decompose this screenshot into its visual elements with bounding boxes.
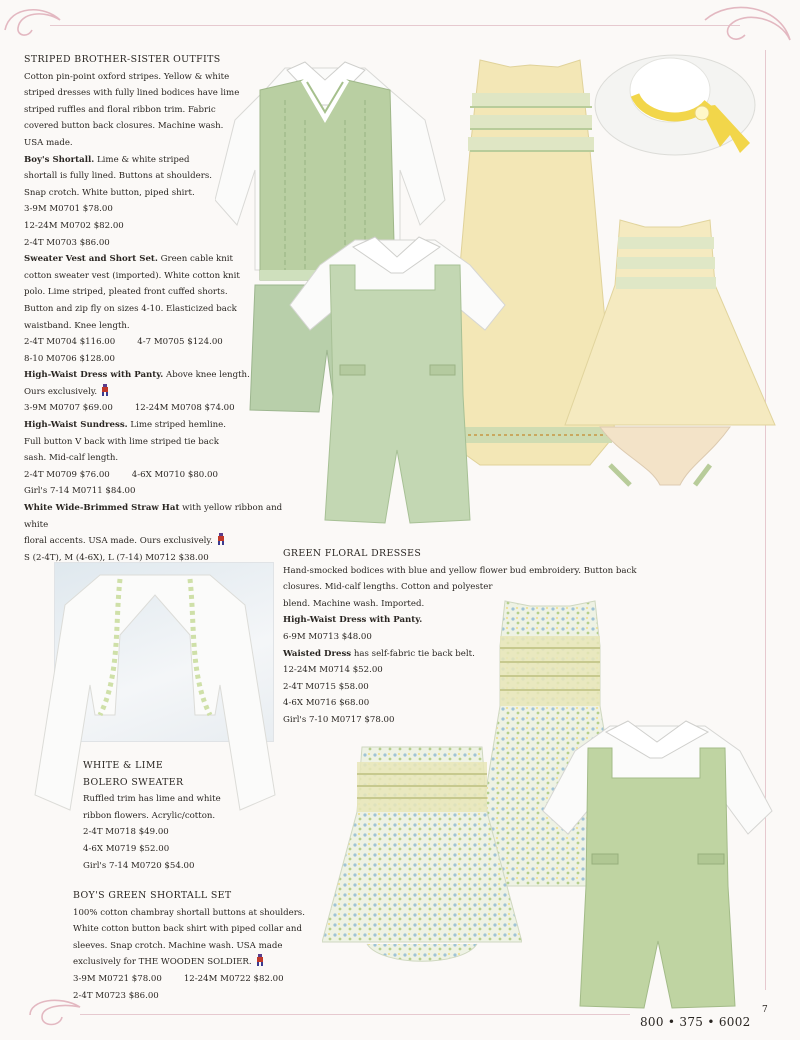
- boys-green-shortall-set-photo: [540, 716, 775, 1011]
- bolero-heading: BOLERO SWEATER: [83, 776, 184, 788]
- order-phone-number: 800 • 375 • 6002: [640, 1015, 751, 1029]
- sku-line: 6-9M M0713 $48.00: [283, 631, 372, 642]
- sundress-description-line: Full button V back with lime striped tie back: [24, 436, 219, 447]
- sku-line: 4-6X M0716 $68.00: [283, 698, 370, 709]
- boys-striped-shortall-photo: [285, 235, 510, 525]
- sku-line: 12-24M M0714 $52.00: [283, 665, 383, 676]
- bolero-sweater-copy: [83, 758, 283, 874]
- sweater-vest-description: Sweater Vest and Short Set. Green cable knit: [24, 254, 233, 265]
- sweater-vest-title: Sweater Vest and Short Set.: [24, 254, 158, 265]
- sku-line: Girl's 7-14 M0711 $84.00: [24, 486, 136, 497]
- wooden-soldier-exclusive-icon: [255, 954, 265, 966]
- sundress-description: High-Waist Sundress. Lime striped hemline.: [24, 420, 226, 431]
- high-waist-dress-title: High-Waist Dress with Panty.: [24, 370, 164, 381]
- sku-line: 2-4T M0703 $86.00: [24, 237, 110, 248]
- top-left-swirl-ornament: [0, 0, 70, 45]
- striped-intro-line: Cotton pin-point oxford stripes. Yellow & white: [24, 71, 230, 82]
- page-number: 7: [762, 1005, 768, 1015]
- striped-outfits-copy: [24, 52, 284, 566]
- boys-shortall-description-line: Snap crotch. White button, piped shirt.: [24, 187, 195, 198]
- top-frame-line: [50, 25, 740, 26]
- boys-green-description-line: 100% cotton chambray shortall buttons at shoulders.: [73, 907, 305, 918]
- sku-line: 2-4T M0718 $49.00: [83, 827, 169, 838]
- striped-intro-line: covered button back closures. Machine wash.: [24, 121, 224, 132]
- sku-line: 3-9M M0701 $78.00: [24, 204, 113, 215]
- waisted-dress-description: Waisted Dress has self-fabric tie back belt.: [283, 648, 475, 659]
- boys-green-shortall-copy: [73, 888, 343, 1004]
- boys-green-description-line: sleeves. Snap crotch. Machine wash. USA made: [73, 940, 283, 951]
- sku-line: 8-10 M0706 $128.00: [24, 353, 115, 364]
- green-floral-dresses-heading: GREEN FLORAL DRESSES: [283, 548, 422, 559]
- striped-intro-line: striped ruffles and floral ribbon trim. Fabric: [24, 104, 216, 115]
- sku-line: S (2-4T), M (4-6X), L (7-14) M0712 $38.00: [24, 552, 209, 563]
- green-floral-high-waist-dress-with-panty-photo: [322, 742, 522, 972]
- wooden-soldier-exclusive-icon: [100, 384, 110, 396]
- sku-line: 3-9M M0721 $78.00 12-24M M0722 $82.00: [73, 973, 284, 984]
- floral-intro-line: closures. Mid-calf lengths. Cotton and polyester: [283, 582, 493, 593]
- striped-intro-line: striped dresses with fully lined bodices have lime: [24, 88, 240, 99]
- sku-line: 3-9M M0707 $69.00 12-24M M0708 $74.00: [24, 403, 235, 414]
- high-waist-dress-description-line: Ours exclusively.: [24, 384, 284, 401]
- floral-high-waist-title: High-Waist Dress with Panty.: [283, 615, 423, 626]
- sweater-vest-description-line: Button and zip fly on sizes 4-10. Elasticized back: [24, 303, 237, 314]
- yellow-high-waist-dress-with-panty-photo: [560, 215, 780, 495]
- waisted-dress-title: Waisted Dress: [283, 648, 352, 659]
- sku-line: 2-4T M0709 $76.00 4-6X M0710 $80.00: [24, 469, 218, 480]
- floral-intro-line: blend. Machine wash. Imported.: [283, 598, 425, 609]
- sku-line: 2-4T M0723 $86.00: [73, 990, 159, 1001]
- sweater-vest-description-line: waistband. Knee length.: [24, 320, 130, 331]
- wooden-soldier-exclusive-icon: [216, 533, 226, 545]
- sku-line: Girl's 7-10 M0717 $78.00: [283, 714, 395, 725]
- boys-shortall-description: Boy's Shortall. Lime & white striped: [24, 154, 190, 165]
- sundress-description-line: sash. Mid-calf length.: [24, 453, 119, 464]
- sundress-title: High-Waist Sundress.: [24, 420, 128, 431]
- sku-line: 4-6X M0719 $52.00: [83, 843, 170, 854]
- sku-line: 12-24M M0702 $82.00: [24, 220, 124, 231]
- straw-hat-description: White Wide-Brimmed Straw Hat with yellow ribbon and white: [24, 503, 283, 530]
- boys-shortall-title: Boy's Shortall.: [24, 154, 95, 165]
- straw-hat-description-line: floral accents. USA made. Ours exclusively.: [24, 533, 284, 550]
- striped-outfits-heading: STRIPED BROTHER-SISTER OUTFITS: [24, 54, 221, 65]
- striped-intro-line: USA made.: [24, 137, 73, 148]
- bottom-frame-line: [80, 1014, 630, 1015]
- boys-green-description-line: White cotton button back shirt with piped collar and: [73, 924, 302, 935]
- boys-green-shortall-heading: BOY'S GREEN SHORTALL SET: [73, 890, 232, 901]
- sku-line: 2-4T M0704 $116.00 4-7 M0705 $124.00: [24, 337, 223, 348]
- sweater-vest-description-line: polo. Lime striped, pleated front cuffed shorts.: [24, 287, 228, 298]
- straw-hat-title: White Wide-Brimmed Straw Hat: [24, 503, 180, 514]
- bolero-heading: WHITE & LIME: [83, 760, 164, 771]
- floral-intro-line: Hand-smocked bodices with blue and yellow flower bud embroidery. Button back: [283, 565, 637, 576]
- high-waist-dress-description: High-Waist Dress with Panty. Above knee length.: [24, 370, 250, 381]
- sku-line: 2-4T M0715 $58.00: [283, 681, 369, 692]
- boys-shortall-description-line: shortall is fully lined. Buttons at shoulders.: [24, 171, 212, 182]
- bolero-description-line: ribbon flowers. Acrylic/cotton.: [83, 810, 216, 821]
- sku-line: Girl's 7-14 M0720 $54.00: [83, 860, 195, 871]
- green-floral-dresses-copy: [283, 546, 643, 729]
- white-straw-hat-photo: [590, 35, 760, 165]
- bolero-description-line: Ruffled trim has lime and white: [83, 794, 221, 805]
- boys-green-description-line: exclusively for THE WOODEN SOLDIER.: [73, 954, 343, 971]
- sweater-vest-description-line: cotton sweater vest (imported). White cotton knit: [24, 270, 240, 281]
